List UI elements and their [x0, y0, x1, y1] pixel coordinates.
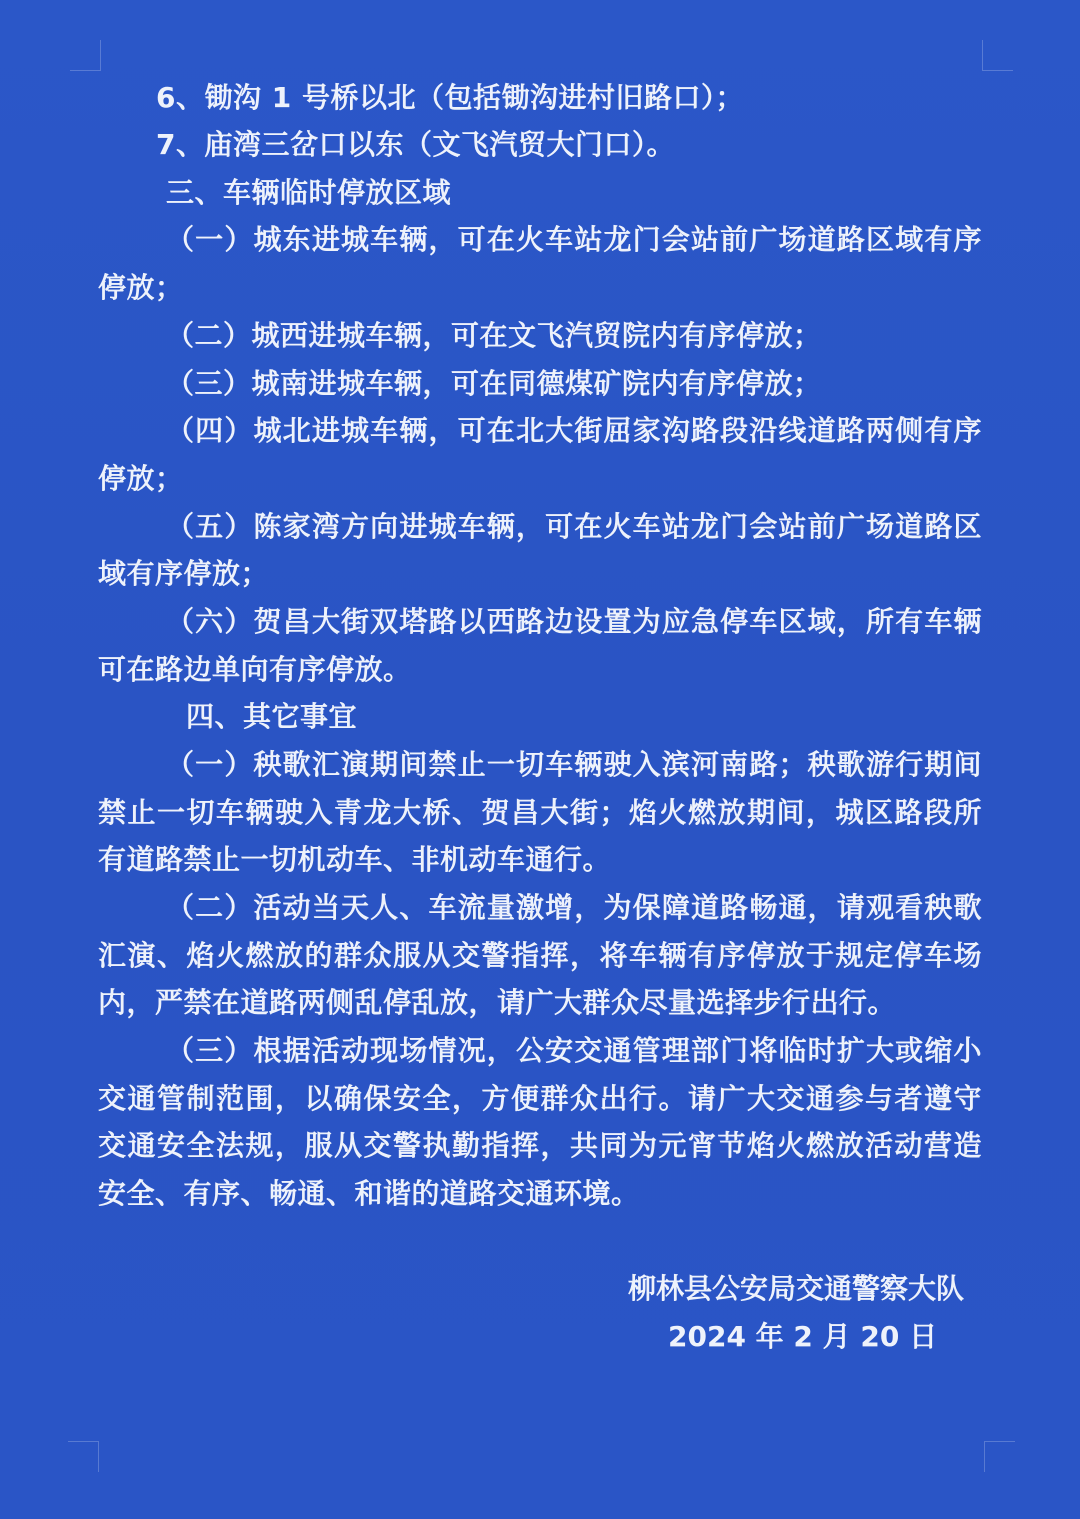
paragraph-line: 可在路边单向有序停放。	[98, 653, 412, 686]
crop-mark-top-left	[70, 40, 101, 71]
crop-mark-top-right	[982, 40, 1013, 71]
paragraph-line: （一）秧歌汇演期间禁止一切车辆驶入滨河南路；秧歌游行期间	[166, 748, 982, 781]
section-heading-3: 三、车辆临时停放区域	[166, 176, 452, 209]
paragraph-line: 交通安全法规，服从交警执勤指挥，共同为元宵节焰火燃放活动营造	[98, 1129, 982, 1162]
paragraph-line: （三）城南进城车辆，可在同德煤矿院内有序停放；	[166, 367, 822, 400]
paragraph-line: （六）贺昌大街双塔路以西路边设置为应急停车区域，所有车辆	[166, 605, 982, 638]
issuer-signature: 柳林县公安局交通警察大队	[628, 1272, 965, 1305]
paragraph-line: （五）陈家湾方向进城车辆，可在火车站龙门会站前广场道路区	[166, 510, 982, 543]
paragraph-line: （一）城东进城车辆，可在火车站龙门会站前广场道路区域有序	[166, 223, 982, 256]
paragraph-line: 停放；	[98, 271, 184, 304]
list-item-7: 7、庙湾三岔口以东（文飞汽贸大门口）。	[156, 128, 675, 161]
paragraph-line: （四）城北进城车辆，可在北大街屈家沟路段沿线道路两侧有序	[166, 414, 982, 447]
paragraph-line: （二）活动当天人、车流量激增，为保障道路畅通，请观看秧歌	[166, 891, 982, 924]
paragraph-line: 有道路禁止一切机动车、非机动车通行。	[98, 843, 612, 876]
crop-mark-bottom-right	[984, 1441, 1015, 1472]
paragraph-line: （二）城西进城车辆，可在文飞汽贸院内有序停放；	[166, 319, 822, 352]
section-heading-4: 四、其它事宜	[186, 700, 358, 733]
list-item-6: 6、锄沟 1 号桥以北（包括锄沟进村旧路口）；	[156, 81, 744, 114]
paragraph-line: 内，严禁在道路两侧乱停乱放，请广大群众尽量选择步行出行。	[98, 986, 897, 1019]
paragraph-line: 域有序停放；	[98, 557, 270, 590]
paragraph-line: （三）根据活动现场情况，公安交通管理部门将临时扩大或缩小	[166, 1034, 982, 1067]
paragraph-line: 汇演、焰火燃放的群众服从交警指挥，将车辆有序停放于规定停车场	[98, 939, 982, 972]
crop-mark-bottom-left	[68, 1441, 99, 1472]
paragraph-line: 交通管制范围，以确保安全，方便群众出行。请广大交通参与者遵守	[98, 1082, 982, 1115]
paragraph-line: 禁止一切车辆驶入青龙大桥、贺昌大街；焰火燃放期间，城区路段所	[98, 796, 982, 829]
issue-date: 2024 年 2 月 20 日	[668, 1320, 938, 1353]
paragraph-line: 停放；	[98, 462, 184, 495]
paragraph-line: 安全、有序、畅通、和谐的道路交通环境。	[98, 1177, 640, 1210]
